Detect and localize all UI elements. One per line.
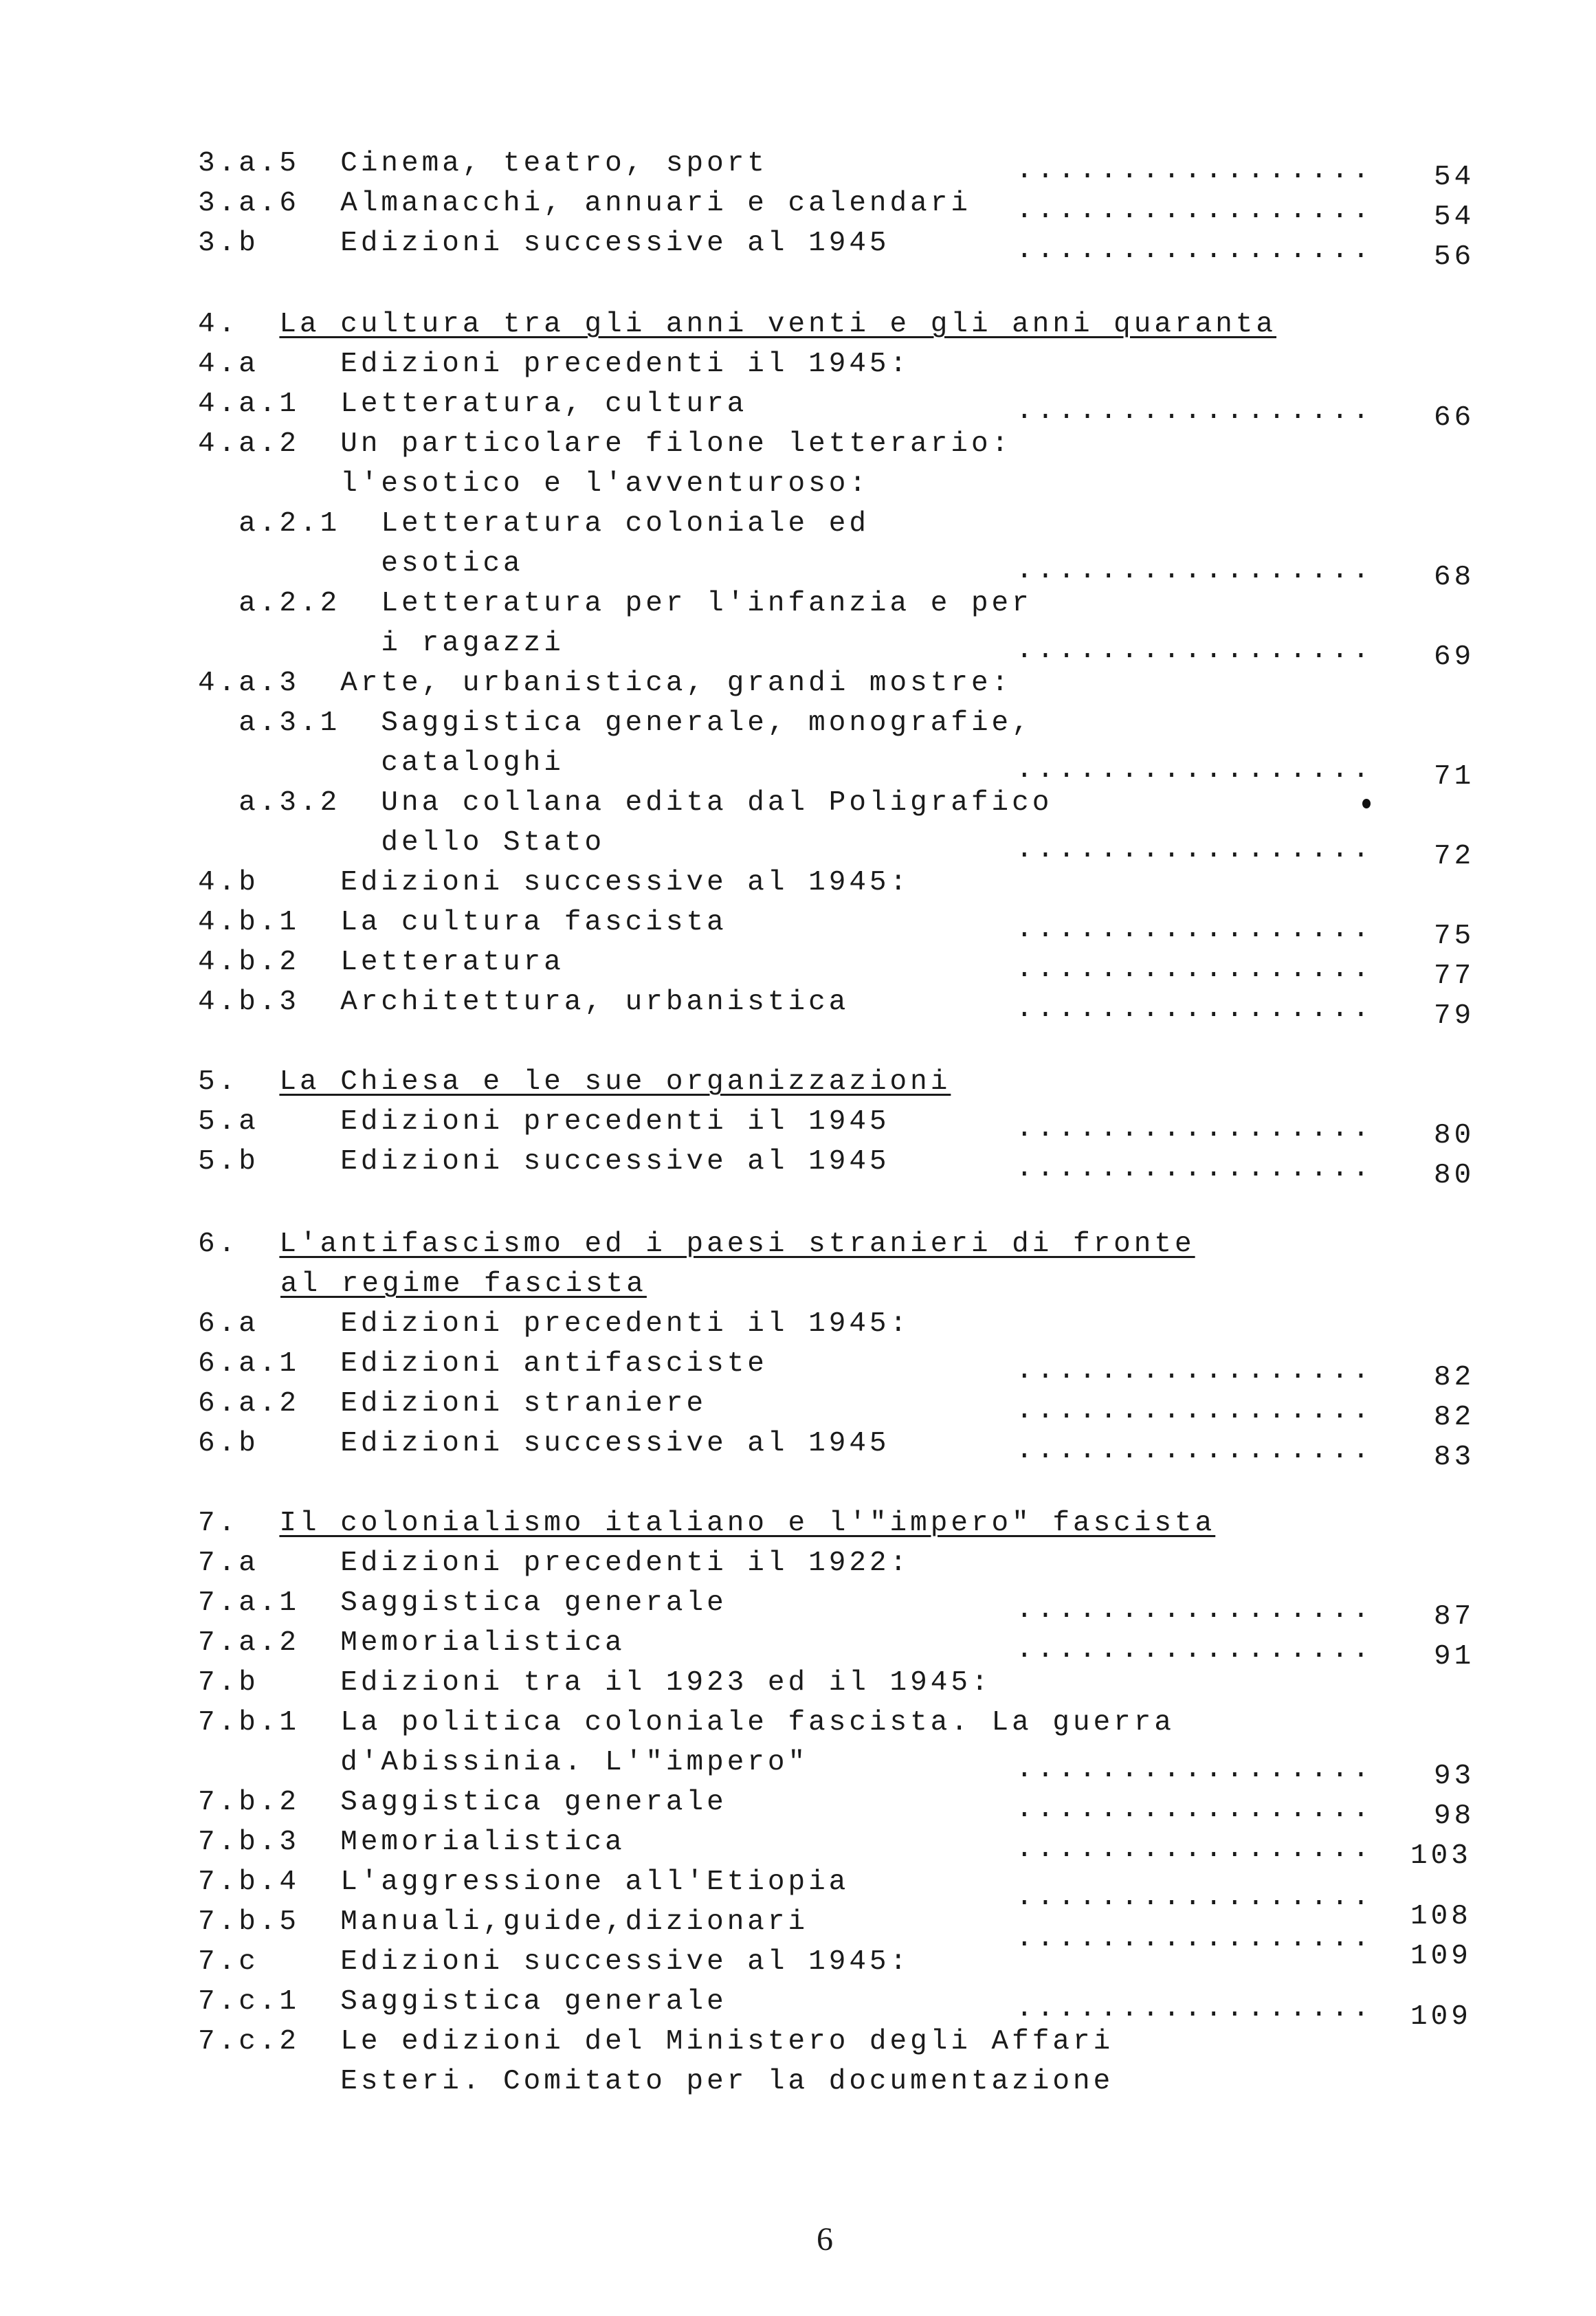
dot-leader: ................. (1016, 234, 1374, 266)
toc-entry-7b5: 7.b.5 Manuali,guide,dizionari (198, 1906, 809, 1938)
dot-leader: ................. (1016, 635, 1374, 666)
toc-page-ref: 109 (1410, 2001, 1472, 2033)
section-number: 6. (198, 1228, 280, 1260)
dot-leader: ................. (1016, 834, 1374, 865)
dot-leader: ................. (1016, 1754, 1374, 1785)
toc-entry-a31-cont: cataloghi (198, 747, 564, 779)
dot-leader: ................. (1016, 754, 1374, 786)
toc-page-ref: 54 (1434, 201, 1475, 233)
toc-page-ref: 80 (1434, 1120, 1475, 1151)
dot-leader: ................. (1016, 1594, 1374, 1626)
dot-leader: ................. (1016, 1794, 1374, 1825)
section-title: La Chiesa e le sue organizzazioni (279, 1066, 951, 1098)
dot-leader: ................. (1016, 1395, 1374, 1426)
toc-entry-3a6: 3.a.6 Almanacchi, annuari e calendari (198, 188, 971, 219)
toc-page-ref: 80 (1434, 1160, 1475, 1191)
dot-leader: ................. (1016, 1634, 1374, 1666)
section-number: 5. (198, 1066, 280, 1098)
dot-leader: ................. (1016, 395, 1374, 427)
toc-page-ref: 71 (1434, 761, 1475, 793)
dot-leader: ................. (1016, 195, 1374, 226)
toc-page-ref: 98 (1434, 1800, 1475, 1832)
dot-leader: ................. (1016, 1153, 1374, 1184)
dot-leader: ................. (1016, 1113, 1374, 1145)
toc-entry-a21: a.2.1 Letteratura coloniale ed (198, 508, 869, 540)
section-number: 4. (198, 309, 280, 340)
toc-page-ref: 75 (1434, 920, 1475, 952)
toc-page-ref: 72 (1434, 841, 1475, 872)
toc-entry-7b4: 7.b.4 L'aggressione all'Etiopia (198, 1866, 850, 1898)
toc-entry-4a: 4.a Edizioni precedenti il 1945: (198, 349, 911, 380)
toc-entry-4b: 4.b Edizioni successive al 1945: (198, 867, 911, 898)
toc-entry-7b1: 7.b.1 La politica coloniale fascista. La guerra (198, 1707, 1175, 1739)
ink-speck (1362, 799, 1371, 808)
toc-entry-6a: 6.a Edizioni precedenti il 1945: (198, 1308, 911, 1340)
toc-page-ref: 109 (1410, 1941, 1472, 1972)
toc-entry-4a3: 4.a.3 Arte, urbanistica, grandi mostre: (198, 668, 1012, 699)
dot-leader: ................. (1016, 1355, 1374, 1387)
toc-entry-7c2: 7.c.2 Le edizioni del Ministero degli Affari (198, 2026, 1114, 2058)
toc-entry-7c1: 7.c.1 Saggistica generale (198, 1986, 727, 2018)
toc-entry-a32-cont: dello Stato (198, 827, 606, 859)
toc-entry-7c: 7.c Edizioni successive al 1945: (198, 1946, 911, 1978)
section-title: La cultura tra gli anni venti e gli anni quaranta (279, 309, 1277, 340)
toc-page-ref: 82 (1434, 1362, 1475, 1393)
dot-leader: ................. (1016, 914, 1374, 945)
toc-entry-a22-cont: i ragazzi (198, 628, 564, 659)
toc-entry-3a5: 3.a.5 Cinema, teatro, sport (198, 148, 768, 179)
toc-entry-a32: a.3.2 Una collana edita dal Poligrafico (198, 787, 1053, 819)
toc-entry-4b2: 4.b.2 Letteratura (198, 947, 564, 978)
dot-leader: ................. (1016, 1993, 1374, 2025)
toc-entry-3b: 3.b Edizioni successive al 1945 (198, 228, 890, 259)
section-heading-4 (198, 311, 1276, 339)
toc-page-ref: 87 (1434, 1601, 1475, 1633)
section-heading-6 (198, 1228, 1195, 1260)
dot-leader: ................. (1016, 555, 1374, 586)
section-title: L'antifascismo ed i paesi stranieri di fronte (279, 1228, 1195, 1260)
section-heading-7 (198, 1510, 1215, 1538)
toc-page-ref: 91 (1434, 1641, 1475, 1673)
dot-leader: ................. (1016, 155, 1374, 186)
toc-entry-4b3: 4.b.3 Architettura, urbanistica (198, 986, 850, 1018)
section-heading-5 (198, 1068, 951, 1096)
toc-page-ref: 103 (1410, 1840, 1472, 1872)
section-title-cont: al regime fascista (280, 1268, 647, 1300)
toc-entry-7b1-cont: d'Abissinia. L'"impero" (198, 1747, 809, 1778)
toc-page-ref: 77 (1434, 960, 1475, 992)
section-heading-6-cont (280, 1270, 647, 1299)
toc-entry-6b: 6.b Edizioni successive al 1945 (198, 1428, 890, 1459)
toc-entry-4a2-cont: l'esotico e l'avventuroso: (198, 468, 869, 500)
toc-page-ref: 93 (1434, 1761, 1475, 1792)
toc-entry-7b2: 7.b.2 Saggistica generale (198, 1787, 727, 1818)
toc-page-ref: 54 (1434, 162, 1475, 193)
toc-entry-6a2: 6.a.2 Edizioni straniere (198, 1388, 707, 1420)
toc-page-ref: 56 (1434, 241, 1475, 273)
toc-entry-5b: 5.b Edizioni successive al 1945 (198, 1146, 890, 1178)
toc-page-ref: 66 (1434, 402, 1475, 434)
toc-entry-a22: a.2.2 Letteratura per l'infanzia e per (198, 588, 1032, 619)
toc-entry-7a2: 7.a.2 Memorialistica (198, 1627, 625, 1659)
toc-entry-7c2-cont: Esteri. Comitato per la documentazione (198, 2066, 1114, 2097)
dot-leader: ................. (1016, 1833, 1374, 1865)
toc-entry-4a1: 4.a.1 Letteratura, cultura (198, 388, 748, 420)
page-number: 6 (817, 2221, 833, 2258)
dot-leader: ................. (1016, 1923, 1374, 1954)
toc-page-ref: 69 (1434, 641, 1475, 673)
toc-entry-7b3: 7.b.3 Memorialistica (198, 1827, 625, 1858)
toc-entry-6a1: 6.a.1 Edizioni antifasciste (198, 1348, 768, 1380)
toc-page-ref: 82 (1434, 1402, 1475, 1433)
toc-entry-4a2: 4.a.2 Un particolare filone letterario: (198, 428, 1012, 460)
dot-leader: ................. (1016, 993, 1374, 1025)
section-title: Il colonialismo italiano e l'"impero" fascista (279, 1508, 1216, 1539)
toc-entry-5a: 5.a Edizioni precedenti il 1945 (198, 1106, 890, 1138)
dot-leader: ................. (1016, 1882, 1374, 1913)
dot-leader: ................. (1016, 953, 1374, 985)
toc-page-ref: 83 (1434, 1442, 1475, 1473)
dot-leader: ................. (1016, 1435, 1374, 1466)
toc-page-ref: 68 (1434, 562, 1475, 593)
toc-page-ref: 108 (1410, 1901, 1472, 1932)
toc-entry-7a1: 7.a.1 Saggistica generale (198, 1587, 727, 1619)
toc-entry-a31: a.3.1 Saggistica generale, monografie, (198, 707, 1032, 739)
toc-entry-7b: 7.b Edizioni tra il 1923 ed il 1945: (198, 1667, 992, 1699)
toc-entry-4b1: 4.b.1 La cultura fascista (198, 907, 727, 938)
toc-entry-7a: 7.a Edizioni precedenti il 1922: (198, 1547, 911, 1579)
toc-page-ref: 79 (1434, 1000, 1475, 1032)
toc-entry-a21-cont: esotica (198, 548, 524, 580)
section-number: 7. (198, 1508, 280, 1539)
